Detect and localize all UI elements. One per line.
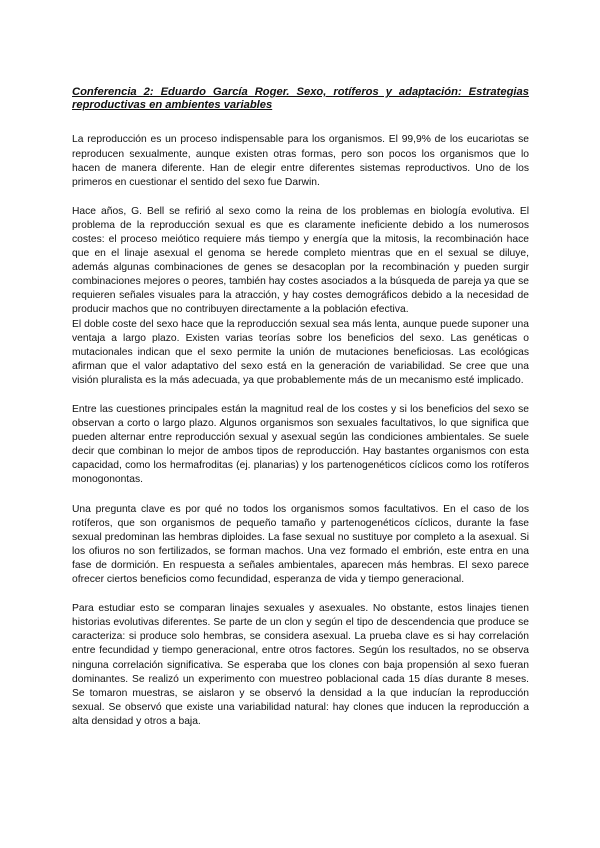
paragraph-double-cost: El doble coste del sexo hace que la reproducción sexual sea más lenta, aunque puede suponer una ventaja a largo plazo. Existen varias teorías sobre los beneficios del sexo. Las genéticas o mutacionales indican que el sexo permite la unión de mutaciones beneficiosas. Las ecológicas afirman que el valor adaptativo del sexo está en la generación de variabilidad. Se cree que una visión pluralista es la más adecuada, ya que probablemente más de un mecanismo esté implicado. (72, 318, 529, 386)
document-title: Conferencia 2: Eduardo García Roger. Sexo, rotíferos y adaptación: Estrategias reproductivas en ambientes variables (72, 86, 529, 112)
paragraph-rotifers: Una pregunta clave es por qué no todos los organismos somos facultativos. En el caso de los rotíferos, que son organismos de pequeño tamaño y partenogenéticos cíclicos, durante la fase sexual predominan las hembras diploides. La fase sexual no sustituye por completo a la asexual. Si los ofiuros no son fertilizados, se forman machos. Una vez formado el embrión, este entra en una fase de dormición. En respuesta a señales ambientales, aparecen más hembras. El sexo parece ofrecer ciertos beneficios como fecundidad, esperanza de vida y tiempo generacional. (72, 503, 529, 586)
paragraph-study: Para estudiar esto se comparan linajes sexuales y asexuales. No obstante, estos linajes tienen historias evolutivas diferentes. Se parte de un clon y según el tipo de descendencia que produce se caracteriza: si produce solo hembras, se considera asexual. La prueba clave es si hay correlación entre fecundidad y tiempo generacional, entre otros factores. Según los resultados, no se observa ninguna correlación significativa. Se esperaba que los clones con baja propensión al sexo fueran dominantes. Se realizó un experimento con muestreo poblacional cada 15 días durante 8 meses. Se tomaron muestras, se aislaron y se observó la densidad a la que inducían la reproducción sexual. Se observó que existe una variabilidad natural: hay clones que inducen la reproducción a alta densidad y otros a baja. (72, 603, 529, 727)
paragraph-questions: Entre las cuestiones principales están la magnitud real de los costes y si los beneficios del sexo se observan a corto o largo plazo. Algunos organismos son sexuales facultativos, lo que significa que pueden alternar entre reproducción sexual y asexual según las condiciones ambientales. Se suele decir que combinan lo mejor de ambos tipos de reproducción. Hay bastantes organismos con esta capacidad, como los hermafroditas (ej. planarias) y los partenogenéticos cíclicos como los rotíferos monogonontas. (72, 404, 529, 486)
paragraph-intro: La reproducción es un proceso indispensable para los organismos. El 99,9% de los eucariotas se reproducen sexualmente, aunque existen otras formas, pero son pocos los organismos que lo hacen de manera diferente. Han de elegir entre diferentes sistemas reproductivos. Uno de los primeros en cuestionar el sentido del sexo fue Darwin. (72, 134, 529, 188)
paragraph-bell: Hace años, G. Bell se refirió al sexo como la reina de los problemas en biología evolutiva. El problema de la reproducción sexual es que es claramente ineficiente debido a los numerosos costes: el proceso meiótico requiere más tiempo y energía que la mitosis, la recombinación hace que en el linaje asexual el genoma se herede completo mientras que en el sexual se diluye, además algunas combinaciones de genes se desacoplan por la recombinación y pueden surgir combinaciones mejores o peores, también hay costes asociados a la búsqueda de pareja ya que se requieren señales visuales para la atracción, y hay costes demográficos debido a la necesidad de producir machos que no contribuyen directamente a la población efectiva. (72, 205, 529, 316)
